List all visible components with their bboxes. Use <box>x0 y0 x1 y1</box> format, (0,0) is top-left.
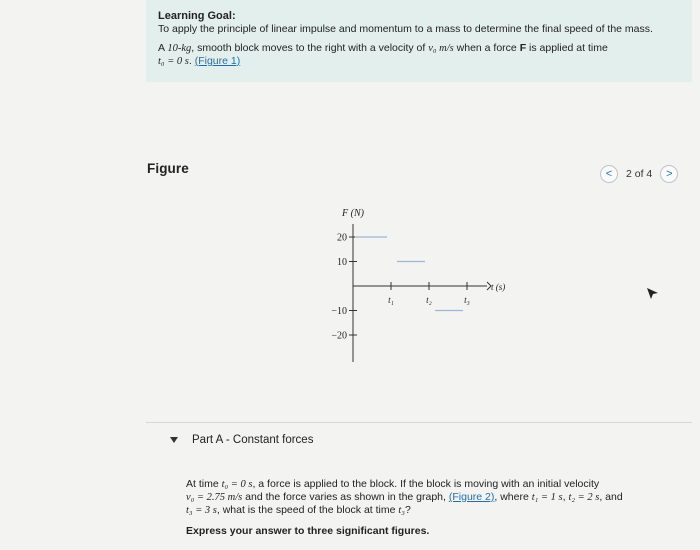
problem-text: A <box>158 42 168 54</box>
problem-text: is applied at time <box>526 42 608 54</box>
v0-value: v₀ = 2.75 m/s <box>186 492 243 503</box>
figure-page-indicator: 2 of 4 <box>626 168 653 180</box>
question-fragment: , what is the speed of the block at time <box>216 504 399 516</box>
t0-value: t₀ = 0 s <box>221 479 253 490</box>
caret-down-icon <box>170 437 178 443</box>
problem-text: . <box>188 55 195 67</box>
y-tick-label: −10 <box>331 306 347 317</box>
t2-value: t₂ = 2 s <box>568 492 600 503</box>
question-fragment: , <box>562 491 569 503</box>
question-fragment: , where <box>494 491 532 503</box>
figure-pager <box>600 164 678 184</box>
next-figure-button[interactable] <box>660 165 678 183</box>
t1-value: t₁ = 1 s <box>531 492 563 503</box>
y-tick-label: 20 <box>337 232 347 244</box>
learning-goal-box <box>146 0 692 82</box>
initial-velocity-symbol: v₀ m/s <box>428 43 454 54</box>
y-axis-label: F (N) <box>342 208 364 219</box>
question-fragment: , and <box>599 491 623 503</box>
question-fragment: and the force varies as shown in the graph, <box>242 491 449 503</box>
y-tick-label: 10 <box>337 257 347 268</box>
part-a-title: Part A - Constant forces <box>192 434 314 446</box>
axis-ticks <box>331 233 469 342</box>
problem-text: when a force <box>453 42 520 54</box>
question-fragment: , a force is applied to the block. If the block is moving with an initial velocity <box>252 478 600 490</box>
figure-heading: Figure <box>147 161 189 176</box>
x-tick-label: t₁ <box>388 295 394 305</box>
question-fragment: ? <box>404 504 411 516</box>
t3-value: t₃ = 3 s <box>186 505 217 516</box>
chevron-right-icon: > <box>666 168 673 180</box>
force-symbol: F <box>519 42 527 54</box>
figure-1-link[interactable]: (Figure 1) <box>194 55 241 67</box>
learning-goal-title: Learning Goal: <box>158 10 236 22</box>
figure-2-link[interactable]: (Figure 2) <box>448 491 495 503</box>
mouse-cursor-icon <box>646 287 660 303</box>
problem-text: , smooth block moves to the right with a velocity of <box>191 42 429 54</box>
chevron-left-icon: < <box>605 168 613 180</box>
initial-time: t₀ = 0 s <box>158 56 189 67</box>
question-text <box>186 478 686 517</box>
answer-instruction: Express your answer to three significant figures. <box>186 525 430 537</box>
x-axis-label: t (s) <box>491 282 506 292</box>
mass-value: 10-kg <box>167 43 192 54</box>
y-tick-label: −20 <box>331 330 347 342</box>
previous-figure-button[interactable] <box>600 165 618 183</box>
part-a-question <box>186 478 686 538</box>
section-divider <box>146 422 692 423</box>
question-fragment: At time <box>186 478 222 490</box>
x-tick-label: t₃ <box>464 295 470 305</box>
learning-goal-text: To apply the principle of linear impulse and momentum to a mass to determine the final speed of the mass. <box>158 23 653 35</box>
t3-symbol: t₃ <box>398 505 405 516</box>
force-segments <box>355 237 463 311</box>
x-tick-label: t₂ <box>426 295 432 305</box>
part-a-header[interactable] <box>170 434 313 446</box>
problem-statement <box>158 42 680 68</box>
force-time-graph <box>310 200 520 380</box>
